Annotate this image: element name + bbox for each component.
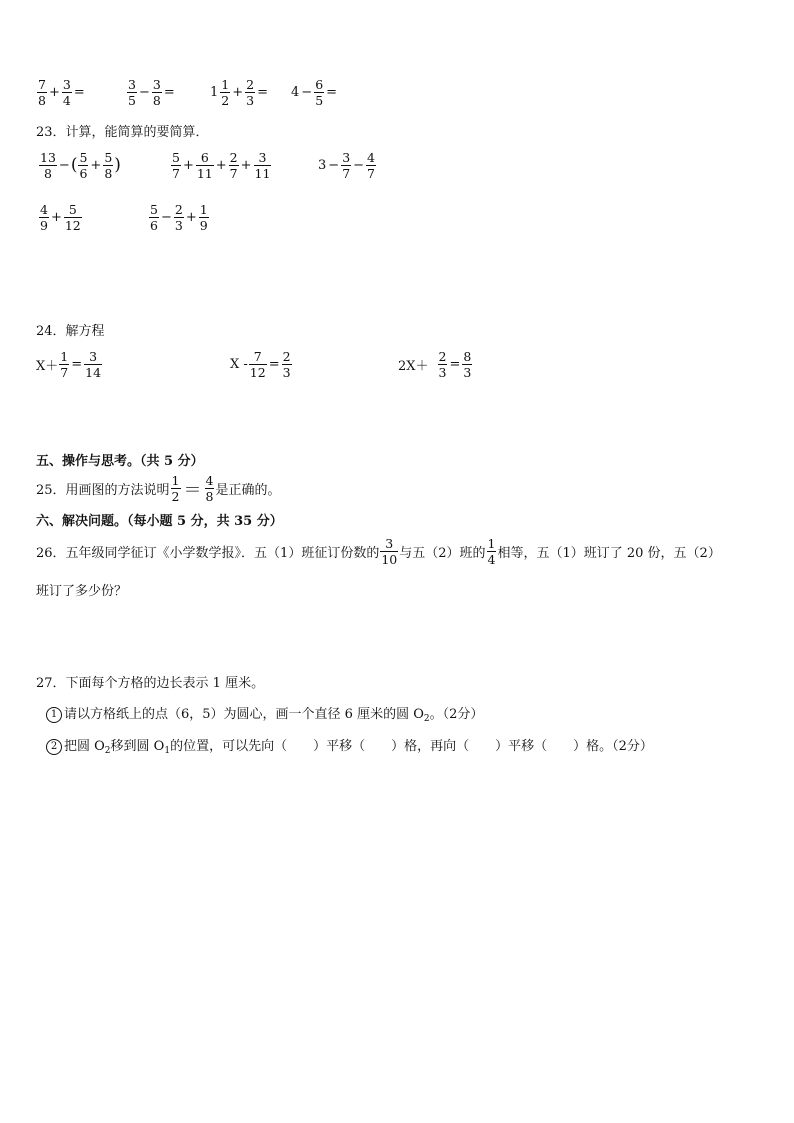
fraction: $\frac{7}{8}$ [38, 77, 46, 108]
q24-equation-b: X - $\frac{7}{12}$ = $\frac{2}{3}$ [230, 349, 291, 380]
fraction: $\frac{4}{7}$ [367, 150, 375, 181]
q23-expr-d: $\frac{4}{9}$ + $\frac{5}{12}$ [40, 202, 81, 233]
fraction: $\frac{5}{6}$ [79, 150, 88, 181]
fraction: $\frac{2}{3}$ [246, 77, 255, 108]
q23-expr-a: $\frac{13}{8}$ − ( $\frac{5}{6}$ + $\frac{5}{8}$ ) [40, 150, 121, 181]
q27-title: 27．下面每个方格的边长表示 1 厘米。 [36, 676, 265, 691]
fraction: $\frac{1}{2}$ [171, 473, 180, 504]
fraction: $\frac{6}{5}$ [315, 77, 324, 108]
fraction: $\frac{2}{3}$ [282, 349, 291, 380]
q24-equation-a: X＋ $\frac{1}{7}$ = $\frac{3}{14}$ [36, 349, 102, 380]
fraction: $\frac{2}{3}$ [438, 349, 447, 380]
q23-expr-c: 3 − $\frac{3}{7}$ − $\frac{4}{7}$ [318, 150, 375, 181]
fraction: $\frac{3}{11}$ [254, 150, 271, 181]
q26-line-2: 班订了多少份？ [36, 584, 128, 599]
section-6-heading: 六、解决问题。（每小题 5 分，共 35 分） [36, 514, 283, 529]
fraction: $\frac{5}{7}$ [172, 150, 180, 181]
fraction: $\frac{3}{5}$ [128, 77, 136, 108]
section-5-heading: 五、操作与思考。（共 5 分） [36, 454, 204, 469]
q27-subquestion-2: 2 把圆 $O_2$移到圆 $O_1$的位置，可以先向（ ）平移（ ）格，再向（ ）平移（ ）格。（2分） [46, 739, 653, 759]
fraction: $\frac{2}{3}$ [174, 202, 183, 233]
fraction: $\frac{1}{4}$ [487, 536, 496, 567]
fraction: $\frac{1}{7}$ [60, 349, 69, 380]
fraction: $\frac{5}{8}$ [104, 150, 113, 181]
fraction: $\frac{3}{7}$ [342, 150, 351, 181]
fraction: $\frac{3}{14}$ [85, 349, 102, 380]
fraction: $\frac{8}{3}$ [463, 349, 472, 380]
circled-number-2: 2 [46, 739, 62, 755]
fraction: $\frac{5}{6}$ [150, 202, 158, 233]
expr-mixed-1-1-2-plus-2-3: 1 $\frac{1}{2}$ + $\frac{2}{3}$ = [210, 77, 268, 108]
fraction: $\frac{3}{8}$ [152, 77, 161, 108]
q27-subquestion-1: 1 请以方格纸上的点（6，5）为圆心，画一个直径 6 厘米的圆 $O_2$。（2分） [46, 707, 483, 727]
fraction: $\frac{3}{4}$ [62, 77, 71, 108]
q26-line-1: 26．五年级同学征订《小学数学报》．五（1）班征订份数的 $\frac{3}{10}$ 与五（2）班的 $\frac{1}{4}$ 相等，五（1）班订了 20 份，五（2） [36, 536, 721, 567]
circled-number-1: 1 [46, 707, 62, 723]
q23-expr-b: $\frac{5}{7}$ + $\frac{6}{11}$ + $\frac{2}{7}$ + $\frac{3}{11}$ [172, 150, 271, 181]
q24-equation-c: 2X＋ $\frac{2}{3}$ = $\frac{8}{3}$ [398, 349, 472, 380]
expr-7-8-plus-3-4: $\frac{7}{8}$ + $\frac{3}{4}$ = [38, 77, 85, 108]
q23-expr-e: $\frac{5}{6}$ − $\frac{2}{3}$ + $\frac{1}{9}$ [150, 202, 208, 233]
fraction: $\frac{1}{9}$ [199, 202, 208, 233]
fraction: $\frac{5}{12}$ [64, 202, 81, 233]
expr-3-5-minus-3-8: $\frac{3}{5}$ − $\frac{3}{8}$ = [128, 77, 175, 108]
expr-4-minus-6-5: 4 − $\frac{6}{5}$ = [291, 77, 338, 108]
q23-title: 23．计算，能简算的要简算． [36, 125, 209, 140]
fraction: $\frac{4}{9}$ [40, 202, 48, 233]
q24-title: 24．解方程 [36, 324, 105, 339]
fraction: $\frac{1}{2}$ [221, 77, 230, 108]
fraction: $\frac{13}{8}$ [40, 150, 56, 181]
fraction: $\frac{4}{8}$ [205, 473, 214, 504]
fraction: $\frac{7}{12}$ [249, 349, 266, 380]
fraction: $\frac{3}{10}$ [381, 536, 398, 567]
fraction: $\frac{6}{11}$ [196, 150, 213, 181]
fraction: $\frac{2}{7}$ [229, 150, 238, 181]
q25-text: 25．用画图的方法说明 $\frac{1}{2}$ ＝ $\frac{4}{8}$ 是正确的。 [36, 473, 281, 504]
